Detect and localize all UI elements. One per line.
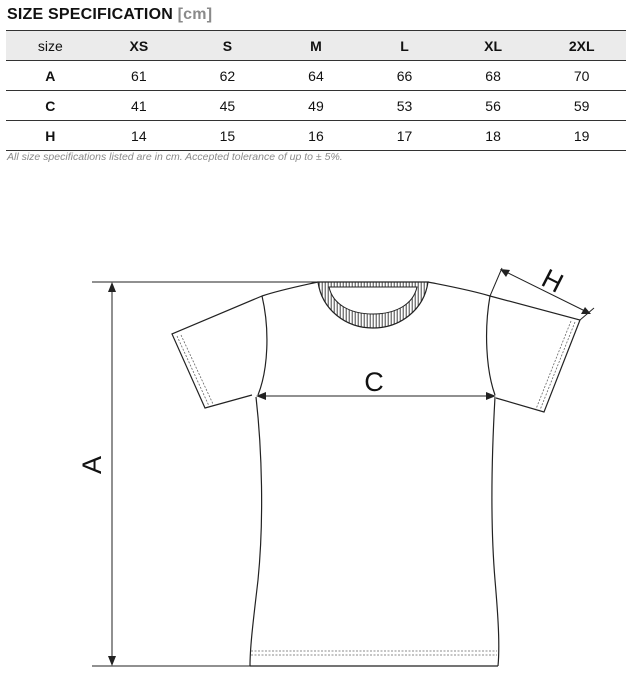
table-cell: 19 [537,121,626,151]
label-a: A [77,455,107,475]
table-cell: 14 [95,121,184,151]
dimension-h [490,268,594,320]
tolerance-note: All size specifications listed are in cm. Accepted tolerance of up to ± 5%. [7,151,343,163]
label-h: H [537,263,569,299]
table-cell: 53 [360,91,449,121]
table-cell: 18 [449,121,538,151]
title-unit: [cm] [177,6,213,23]
table-cell: 66 [360,61,449,91]
table-cell: 61 [95,61,184,91]
table-cell: 70 [537,61,626,91]
tshirt-outline [172,282,580,666]
label-c: C [364,367,384,397]
row-label: H [6,121,95,151]
title-main: SIZE SPECIFICATION [7,6,173,23]
table-cell: 59 [537,91,626,121]
table-corner-label: size [6,31,95,61]
table-cell: 41 [95,91,184,121]
row-label: A [6,61,95,91]
column-header: L [360,31,449,61]
table-cell: 62 [183,61,272,91]
column-header: M [272,31,361,61]
column-header: XL [449,31,538,61]
table-cell: 16 [272,121,361,151]
table-cell: 49 [272,91,361,121]
collar [318,282,428,328]
table-cell: 68 [449,61,538,91]
column-header: 2XL [537,31,626,61]
hem-stitching [251,651,497,655]
table-cell: 56 [449,91,538,121]
dimension-a [92,282,318,666]
column-header: XS [95,31,184,61]
table-cell: 45 [183,91,272,121]
row-label: C [6,91,95,121]
table-cell: 64 [272,61,361,91]
table-cell: 15 [183,121,272,151]
column-header: S [183,31,272,61]
table-cell: 17 [360,121,449,151]
